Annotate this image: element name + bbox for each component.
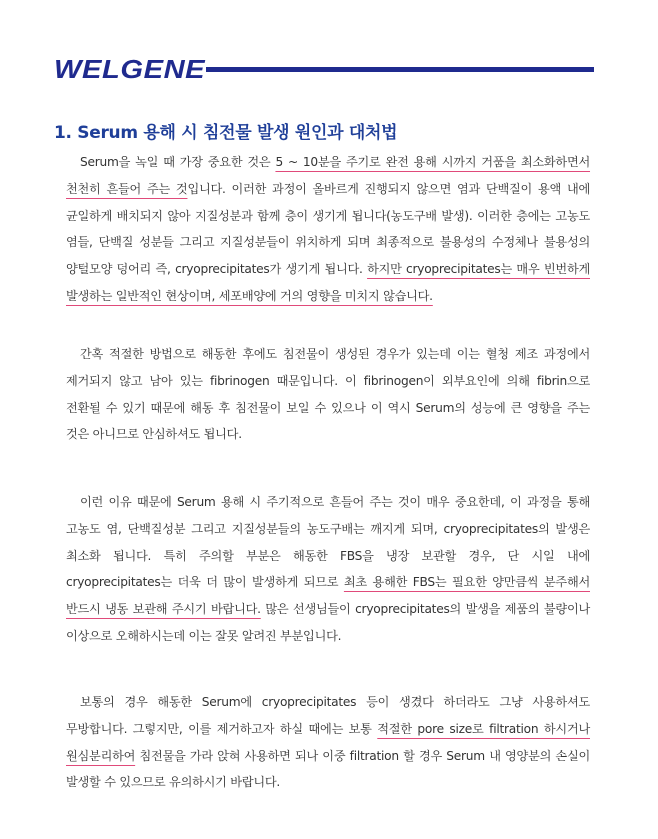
underlined-emphasis: 하지만 cryoprecipitates는 매우 빈번하게 발생하는 일반적인 현상이며, 세포배양에 거의 영향을 미치지 않습니다. <box>66 262 590 303</box>
section-title: 1. Serum 용해 시 침전물 발생 원인과 대처법 <box>54 123 398 143</box>
underlined-emphasis: 5 ~ 10분을 주기로 완전 용해 시까지 거품을 최소화하면서 천천히 흔들어 주는 것 <box>66 155 591 196</box>
underlined-emphasis: 적절한 pore size로 filtration 하시거나 원심분리하여 <box>66 721 590 763</box>
paragraph-4 <box>66 689 590 796</box>
paragraph-3 <box>66 489 590 650</box>
paragraph-text: 보통의 경우 해동한 Serum에 cryoprecipitates 등이 생겼다 하더라도 그냥 사용하셔도 무방합니다. 그렇지만, 이를 제거하고자 하실 때에는 보통 <box>66 695 590 736</box>
paragraph-text: 침전물을 가라 앉혀 사용하면 되나 이중 filtration 할 경우 Serum 내 영양분의 손실이 발생할 수 있으므로 유의하시기 바랍니다. <box>66 748 590 790</box>
page-header <box>54 52 594 86</box>
paragraph-text: 간혹 적절한 방법으로 해동한 후에도 침전물이 생성된 경우가 있는데 이는 혈청 제조 과정에서 제거되지 않고 남아 있는 fibrinogen 때문입니다. 이 fibrinogen이 외부요인에 의해 fibrin으로 전환될 수 있기 때문에 해동 후 침전물이 보일 수 있으나 이 역시 Serum의 성능에 큰 영향을 주는 것은 아니므로 안심하셔도 됩니다. <box>66 347 590 442</box>
header-rule <box>206 67 594 72</box>
underlined-emphasis: 최초 용해한 FBS는 필요한 양만큼씩 분주해서 반드시 냉동 보관해 주시기 바랍니다. <box>66 575 590 617</box>
paragraph-text: 많은 선생님들이 cryoprecipitates의 발생을 제품의 불량이나 이상으로 오해하시는데 이는 잘못 알려진 부분입니다. <box>66 602 591 643</box>
paragraph-text: 입니다. 이러한 과정이 올바르게 진행되지 않으면 염과 단백질이 용액 내에 균일하게 배치되지 않아 지질성분과 함께 층이 생기게 됩니다(농도구배 발생). 이러한 층에는 고농도 염들, 단백질 성분들 그리고 지질성분들이 위치하게 되며 최종적으로 불용성의 수정체나 불용성의 양털모양 덩어리 즉, cryoprecipitates가 생기게 됩니다. <box>66 181 590 277</box>
paragraph-text: Serum을 녹일 때 가장 중요한 것은 <box>80 155 276 169</box>
paragraph-text: 이런 이유 때문에 Serum 용해 시 주기적으로 흔들어 주는 것이 매우 중요한데, 이 과정을 통해 고농도 염, 단백질성분 그리고 지질성분들의 농도구배는 깨지게 되며, cryoprecipitates의 발생은 최소화 됩니다. 특히 주의할 부분은 해동한 FBS을 냉장 보관할 경우, 단 시일 내에 cryoprecipitates는 더욱 더 많이 발생하게 되므로 <box>66 495 590 590</box>
paragraph-1 <box>66 149 590 310</box>
welgene-logo: WELGENE <box>54 54 206 84</box>
paragraph-2 <box>66 341 590 448</box>
